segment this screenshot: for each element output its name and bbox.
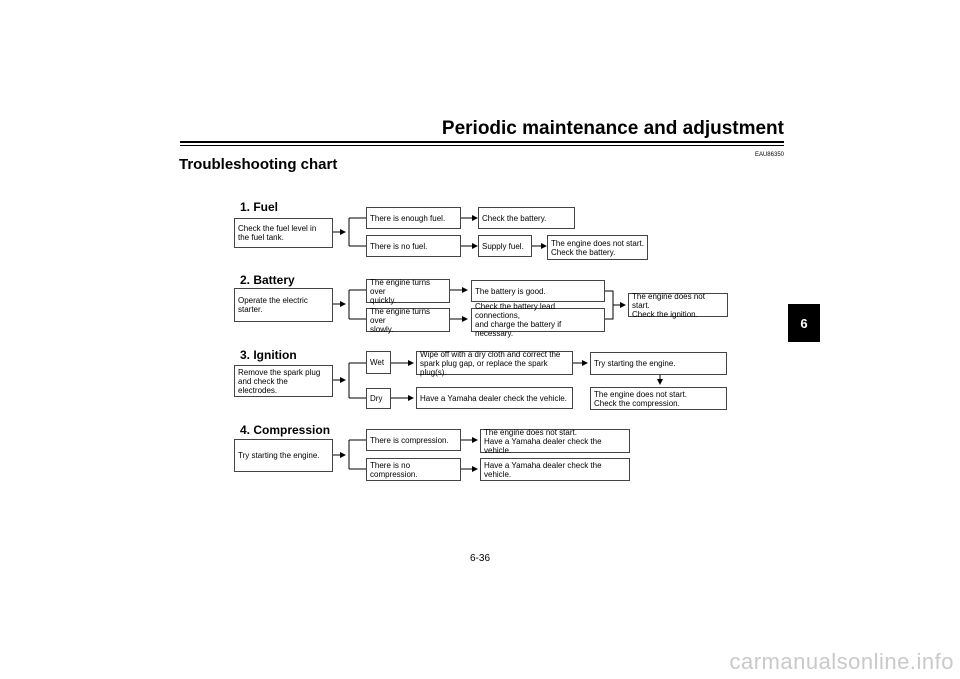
fuel-check-battery-box: Check the battery. xyxy=(478,207,575,229)
fuel-supply-box: Supply fuel. xyxy=(478,235,532,257)
battery-section-title: 2. Battery xyxy=(240,273,295,287)
page-number: 6-36 xyxy=(469,553,490,564)
battery-not-start-box: The engine does not start. Check the ignition. xyxy=(628,293,728,317)
compression-not-start-box: The engine does not start. Have a Yamaha dealer check the vehicle. xyxy=(480,429,630,453)
document-code: EAU86350 xyxy=(754,152,784,158)
compression-dealer-box: Have a Yamaha dealer check the vehicle. xyxy=(480,458,630,481)
compression-section-title: 4. Compression xyxy=(240,423,331,437)
battery-check-leads-box: Check the battery lead connections, and charge the battery if necessary. xyxy=(471,308,605,332)
ignition-not-start-box: The engine does not start. Check the compression. xyxy=(590,387,727,410)
ignition-dealer-box: Have a Yamaha dealer check the vehicle. xyxy=(416,387,573,409)
compression-has-box: There is compression. xyxy=(366,429,461,451)
section-title: Troubleshooting chart xyxy=(179,156,338,173)
battery-quick-box: The engine turns over quickly. xyxy=(366,279,450,303)
battery-slow-box: The engine turns over slowly. xyxy=(366,308,450,332)
chapter-tab[interactable]: 6 xyxy=(788,304,820,342)
watermark: carmanualsonline.info xyxy=(729,649,954,674)
ignition-wet-box: Wet xyxy=(366,351,391,374)
battery-good-box: The battery is good. xyxy=(471,280,605,302)
ignition-dry-box: Dry xyxy=(366,388,391,409)
fuel-section-title: 1. Fuel xyxy=(240,200,279,214)
battery-start-box: Operate the electric starter. xyxy=(234,288,333,322)
ignition-start-box: Remove the spark plug and check the electrodes. xyxy=(234,365,333,397)
fuel-not-start-box: The engine does not start. Check the battery. xyxy=(547,235,648,260)
compression-start-box: Try starting the engine. xyxy=(234,439,333,472)
fuel-start-box: Check the fuel level in the fuel tank. xyxy=(234,218,333,248)
fuel-enough-box: There is enough fuel. xyxy=(366,207,461,229)
compression-none-box: There is no compression. xyxy=(366,458,461,481)
page-header-title: Periodic maintenance and adjustment xyxy=(441,118,784,139)
ignition-try-start-box: Try starting the engine. xyxy=(590,352,727,375)
fuel-none-box: There is no fuel. xyxy=(366,235,461,257)
ignition-wipe-box: Wipe off with a dry cloth and correct the spark plug gap, or replace the spark plug(s). xyxy=(416,351,573,375)
ignition-section-title: 3. Ignition xyxy=(240,348,297,362)
